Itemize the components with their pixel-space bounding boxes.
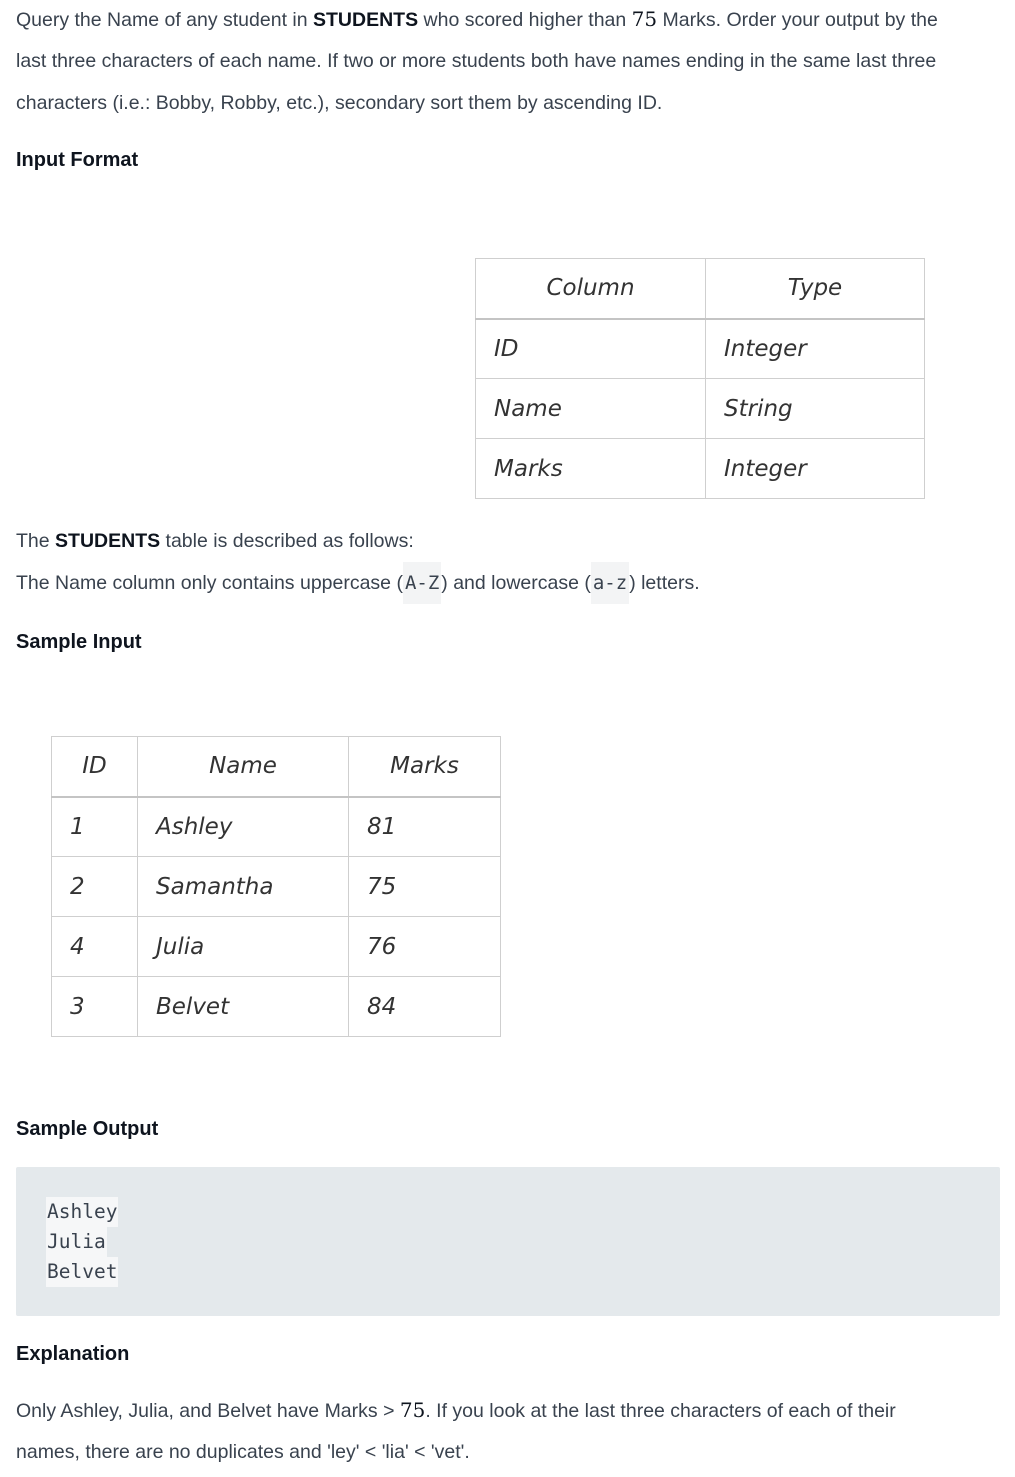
table-row (476, 319, 925, 379)
output-line: Julia (46, 1227, 107, 1257)
output-lines (46, 1197, 118, 1287)
sample-output-code-block (16, 1167, 1000, 1316)
table-row (52, 917, 501, 977)
threshold-value: 75 (399, 1398, 426, 1422)
table-cell: Marks (476, 439, 706, 499)
explanation-line-2: names, there are no duplicates and 'ley' < 'lia' < 'vet'. (16, 1441, 470, 1463)
table-cell: Integer (706, 439, 925, 499)
table-cell: 2 (52, 857, 138, 917)
explanation-heading: Explanation (16, 1343, 130, 1365)
sample-input-table (51, 736, 501, 1037)
problem-statement-line-3: characters (i.e.: Bobby, Robby, etc.), secondary sort them by ascending ID. (16, 92, 663, 114)
table-cell: 3 (52, 977, 138, 1037)
table-cell: Ashley (138, 797, 349, 857)
problem-statement-line-1 (16, 0, 1006, 41)
note-text: The Name column only contains uppercase ( (16, 572, 403, 594)
column-header: Column (476, 259, 706, 319)
table-description (16, 520, 1006, 562)
table-cell: 75 (349, 857, 501, 917)
sample-input-heading: Sample Input (16, 631, 142, 653)
table-cell: Name (476, 379, 706, 439)
table-cell: 81 (349, 797, 501, 857)
table-cell: Integer (706, 319, 925, 379)
explanation-text: . If you look at the last three characters of each of their (425, 1400, 896, 1422)
table-cell: 76 (349, 917, 501, 977)
sample-output-heading: Sample Output (16, 1118, 159, 1140)
input-format-heading: Input Format (16, 149, 139, 171)
table-row (52, 797, 501, 857)
description-text: The (16, 530, 56, 552)
note-text: ) letters. (629, 572, 700, 594)
table-cell: 84 (349, 977, 501, 1037)
threshold-value: 75 (631, 7, 658, 31)
table-row (52, 977, 501, 1037)
table-cell: Belvet (138, 977, 349, 1037)
explanation-line-1 (16, 1389, 1006, 1432)
id-header: ID (52, 737, 138, 797)
explanation-text: Only Ashley, Julia, and Belvet have Marks > (16, 1400, 400, 1422)
statement-text: who scored higher than (418, 9, 632, 31)
table-header-row (52, 737, 501, 797)
uppercase-range-code: A-Z (403, 562, 441, 604)
table-row (476, 379, 925, 439)
table-cell: 4 (52, 917, 138, 977)
note-text: ) and lowercase ( (441, 572, 591, 594)
table-cell: String (706, 379, 925, 439)
table-row (52, 857, 501, 917)
table-cell: ID (476, 319, 706, 379)
table-cell: 1 (52, 797, 138, 857)
name-header: Name (138, 737, 349, 797)
table-row (476, 439, 925, 499)
problem-statement-line-2: last three characters of each name. If two or more students both have names ending in the same last three (16, 50, 937, 72)
output-line: Belvet (46, 1257, 118, 1287)
statement-text: Query the Name of any student in (16, 9, 313, 31)
marks-header: Marks (349, 737, 501, 797)
table-name: STUDENTS (55, 530, 161, 552)
table-cell: Samantha (138, 857, 349, 917)
output-line: Ashley (46, 1197, 118, 1227)
description-text: table is described as follows: (160, 530, 414, 552)
table-name: STUDENTS (313, 9, 419, 31)
statement-text: Marks. Order your output by the (657, 9, 938, 31)
table-header-row (476, 259, 925, 319)
table-cell: Julia (138, 917, 349, 977)
type-header: Type (706, 259, 925, 319)
lowercase-range-code: a-z (591, 562, 629, 604)
schema-table (475, 258, 925, 499)
name-column-note (16, 562, 1006, 604)
